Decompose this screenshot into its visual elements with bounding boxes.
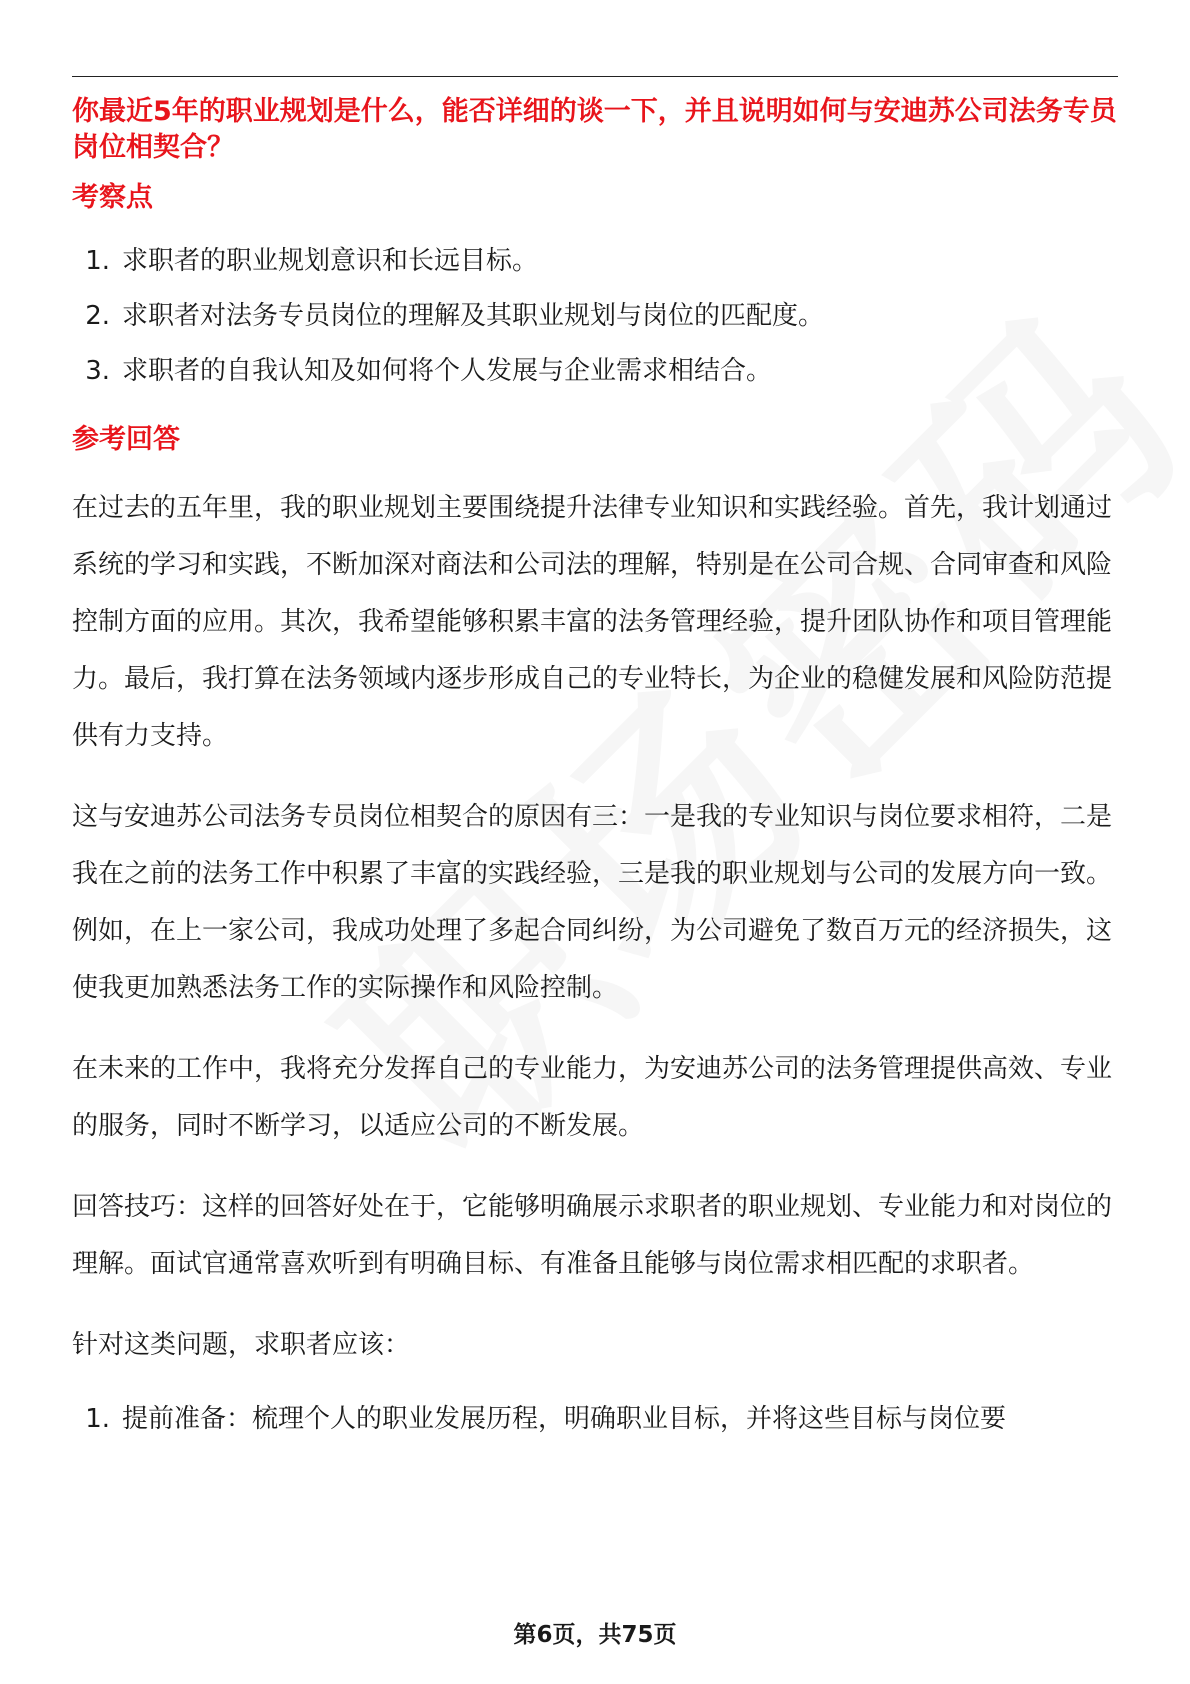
focus-point-list xyxy=(72,240,1132,392)
list-text: 求职者的职业规划意识和长远目标。 xyxy=(122,246,539,276)
answer-paragraph: 在未来的工作中，我将充分发挥自己的专业能力，为安迪苏公司的法务管理提供高效、专业的服务，同时不断学习，以适应公司的不断发展。 xyxy=(72,1054,1113,1141)
page-number-footer: 第6页，共75页 xyxy=(513,1622,677,1648)
focus-point-item xyxy=(72,295,1132,337)
advice-item xyxy=(72,1398,1132,1440)
focus-section-title: 考察点 xyxy=(72,182,153,213)
focus-point-item xyxy=(72,350,1132,392)
list-number: 3. xyxy=(85,356,110,386)
answer-paragraph: 在过去的五年里，我的职业规划主要围绕提升法律专业知识和实践经验。首先，我计划通过系统的学习和实践，不断加深对商法和公司法的理解，特别是在公司合规、合同审查和风险控制方面的应用。其次，我希望能够积累丰富的法务管理经验，提升团队协作和项目管理能力。最后，我打算在法务领域内逐步形成自己的专业特长，为企业的稳健发展和风险防范提供有力支持。 xyxy=(72,493,1113,751)
header-rule xyxy=(72,76,1118,77)
list-number: 1. xyxy=(85,246,110,276)
advice-list xyxy=(72,1398,1132,1440)
question-heading: 你最近5年的职业规划是什么，能否详细的谈一下，并且说明如何与安迪苏公司法务专员岗位相契合？ xyxy=(72,96,1117,163)
list-text: 求职者对法务专员岗位的理解及其职业规划与岗位的匹配度。 xyxy=(122,301,825,331)
focus-point-item xyxy=(72,240,1132,282)
tips-paragraph: 回答技巧：这样的回答好处在于，它能够明确展示求职者的职业规划、专业能力和对岗位的理解。面试官通常喜欢听到有明确目标、有准备且能够与岗位需求相匹配的求职者。 xyxy=(72,1192,1113,1279)
answer-paragraph: 这与安迪苏公司法务专员岗位相契合的原因有三：一是我的专业知识与岗位要求相符，二是我在之前的法务工作中积累了丰富的实践经验，三是我的职业规划与公司的发展方向一致。例如，在上一家公司，我成功处理了多起合同纠纷，为公司避免了数百万元的经济损失，这使我更加熟悉法务工作的实际操作和风险控制。 xyxy=(72,802,1113,1003)
advice-intro: 针对这类问题，求职者应该： xyxy=(72,1330,411,1360)
list-number: 2. xyxy=(85,301,110,331)
list-text: 提前准备：梳理个人的职业发展历程，明确职业目标，并将这些目标与岗位要 xyxy=(122,1404,1007,1434)
list-text: 求职者的自我认知及如何将个人发展与企业需求相结合。 xyxy=(122,356,773,386)
list-number: 1. xyxy=(85,1404,110,1434)
page-content xyxy=(72,94,1132,1440)
answer-section-title: 参考回答 xyxy=(72,424,180,455)
